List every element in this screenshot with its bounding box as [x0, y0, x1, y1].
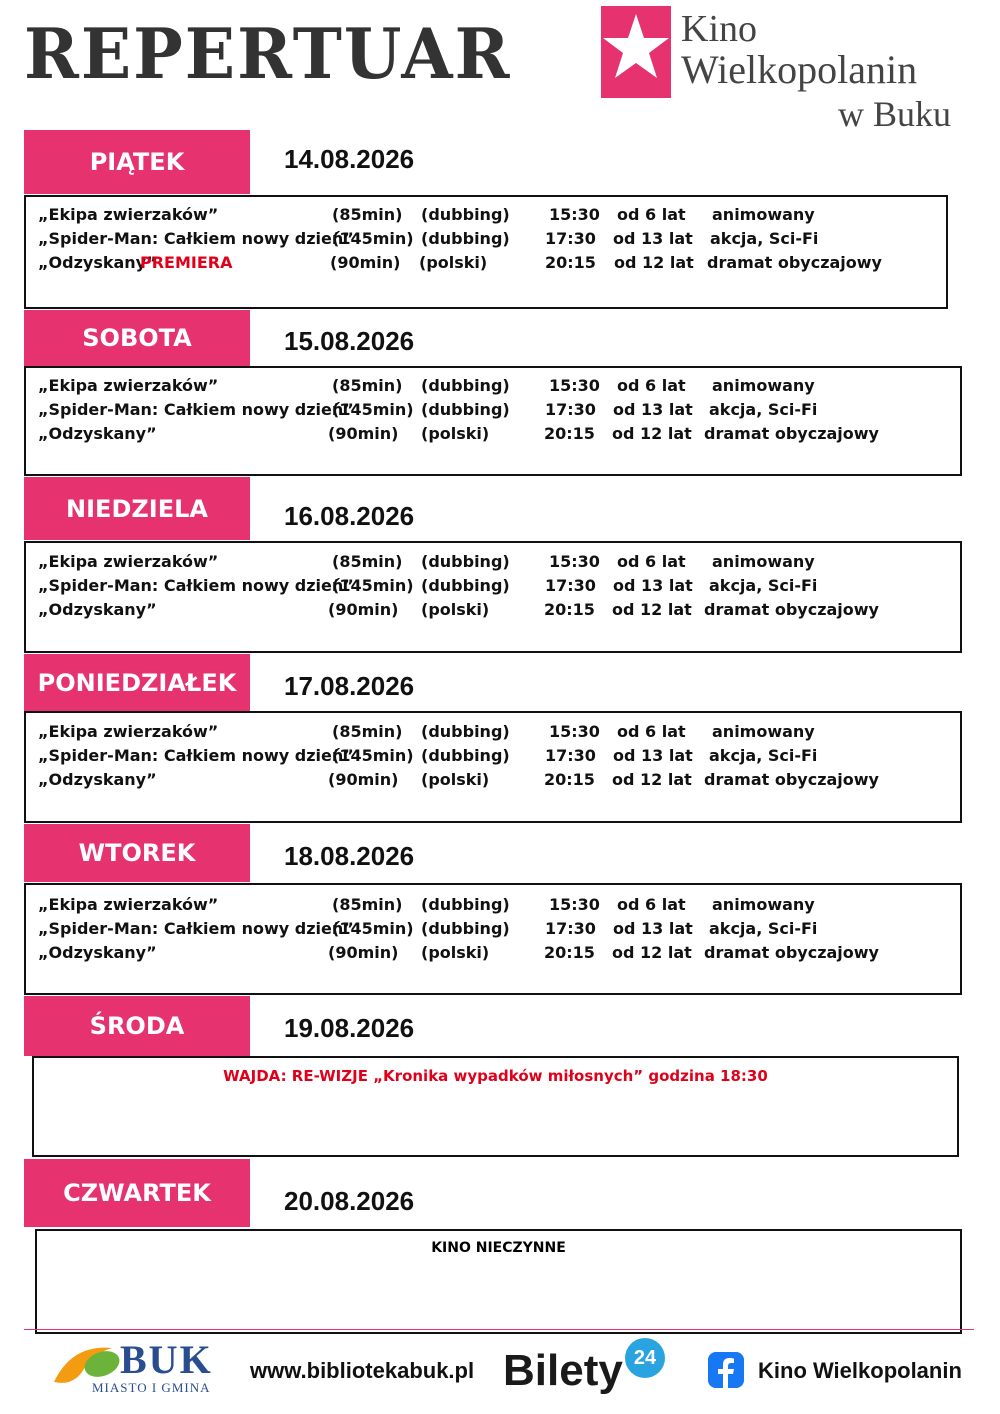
film-age: od 12 lat	[612, 943, 692, 962]
film-genre: animowany	[712, 205, 815, 224]
film-time: 17:30	[545, 746, 596, 765]
logo-line-kino: Kino	[681, 8, 757, 50]
film-age: od 6 lat	[617, 552, 686, 571]
film-title: „Spider-Man: Całkiem nowy dzień”	[38, 229, 354, 248]
film-duration: (90min)	[328, 943, 399, 962]
film-age: od 6 lat	[617, 895, 686, 914]
film-title: „Odzyskany”	[38, 424, 157, 443]
film-time: 20:15	[545, 253, 596, 272]
film-title: „Odzyskany”	[38, 943, 157, 962]
day-tab: PONIEDZIAŁEK	[24, 654, 250, 711]
film-genre: akcja, Sci-Fi	[709, 746, 818, 765]
film-genre: dramat obyczajowy	[704, 424, 879, 443]
film-time: 20:15	[544, 600, 595, 619]
film-title: „Odzyskany”	[38, 770, 157, 789]
film-age: od 12 lat	[612, 424, 692, 443]
film-time: 15:30	[549, 205, 600, 224]
film-title: „Odzyskany”	[38, 253, 157, 272]
film-genre: animowany	[712, 376, 815, 395]
schedule-box	[35, 1229, 962, 1334]
film-time: 20:15	[544, 943, 595, 962]
footer-divider	[24, 1329, 974, 1330]
film-title: „Spider-Man: Całkiem nowy dzień”	[38, 746, 354, 765]
film-duration: (145min)	[332, 746, 414, 765]
film-duration: (85min)	[332, 722, 403, 741]
film-genre: akcja, Sci-Fi	[709, 919, 818, 938]
film-title: „Ekipa zwierzaków”	[38, 552, 219, 571]
schedule-box	[24, 541, 962, 653]
film-genre: akcja, Sci-Fi	[709, 576, 818, 595]
film-version: (polski)	[421, 424, 490, 443]
schedule-box	[24, 366, 962, 476]
film-time: 17:30	[545, 229, 596, 248]
film-title: „Ekipa zwierzaków”	[38, 205, 219, 224]
film-duration: (145min)	[332, 576, 414, 595]
day-date: 20.08.2026	[284, 1186, 415, 1216]
film-age: od 12 lat	[614, 253, 694, 272]
film-duration: (85min)	[332, 895, 403, 914]
schedule-box	[24, 711, 962, 823]
film-time: 17:30	[545, 919, 596, 938]
film-genre: dramat obyczajowy	[704, 600, 879, 619]
film-duration: (145min)	[332, 400, 414, 419]
film-version: (dubbing)	[421, 895, 510, 914]
day-date: 14.08.2026	[284, 144, 415, 174]
day-tab: WTOREK	[24, 824, 250, 882]
film-version: (dubbing)	[421, 919, 510, 938]
schedule-box	[24, 195, 948, 309]
film-duration: (85min)	[332, 205, 403, 224]
film-age: od 6 lat	[617, 376, 686, 395]
film-time: 15:30	[549, 552, 600, 571]
film-title: „Ekipa zwierzaków”	[38, 722, 219, 741]
film-version: (polski)	[421, 770, 490, 789]
film-time: 15:30	[549, 376, 600, 395]
day-tab: CZWARTEK	[24, 1159, 250, 1227]
film-version: (polski)	[421, 943, 490, 962]
logo-line-name: Wielkopolanin	[681, 47, 918, 92]
facebook-icon	[708, 1352, 744, 1388]
film-version: (dubbing)	[421, 552, 510, 571]
day-tab: SOBOTA	[24, 310, 250, 366]
film-genre: dramat obyczajowy	[707, 253, 882, 272]
film-time: 15:30	[549, 895, 600, 914]
film-duration: (85min)	[332, 376, 403, 395]
film-version: (dubbing)	[421, 400, 510, 419]
film-version: (polski)	[419, 253, 488, 272]
film-time: 20:15	[544, 424, 595, 443]
film-title: „Odzyskany”	[38, 600, 157, 619]
page-title: REPERTUAR	[24, 13, 512, 95]
film-title: „Ekipa zwierzaków”	[38, 376, 219, 395]
buk-name: BUK	[120, 1337, 213, 1382]
film-genre: animowany	[712, 552, 815, 571]
film-age: od 6 lat	[617, 205, 686, 224]
film-version: (dubbing)	[421, 376, 510, 395]
film-version: (dubbing)	[421, 205, 510, 224]
film-duration: (85min)	[332, 552, 403, 571]
film-duration: (90min)	[330, 253, 401, 272]
film-version: (dubbing)	[421, 229, 510, 248]
film-age: od 12 lat	[612, 600, 692, 619]
film-title: „Spider-Man: Całkiem nowy dzień”	[38, 400, 354, 419]
facebook-label[interactable]: Kino Wielkopolanin	[758, 1358, 962, 1383]
film-genre: dramat obyczajowy	[704, 943, 879, 962]
film-genre: akcja, Sci-Fi	[709, 400, 818, 419]
day-date: 18.08.2026	[284, 841, 415, 871]
closed-note: KINO NIECZYNNE	[431, 1240, 566, 1256]
premiere-badge: PREMIERA	[140, 253, 233, 272]
film-duration: (145min)	[332, 919, 414, 938]
schedule-box	[32, 1056, 959, 1157]
star-logo-icon	[601, 6, 671, 98]
film-version: (dubbing)	[421, 576, 510, 595]
film-genre: akcja, Sci-Fi	[710, 229, 819, 248]
film-genre: animowany	[712, 722, 815, 741]
film-title: „Spider-Man: Całkiem nowy dzień”	[38, 919, 354, 938]
logo-line-town: w Buku	[837, 94, 951, 134]
day-date: 19.08.2026	[284, 1013, 415, 1043]
day-date: 16.08.2026	[284, 501, 415, 531]
film-age: od 13 lat	[613, 919, 693, 938]
film-duration: (90min)	[328, 600, 399, 619]
film-age: od 13 lat	[613, 229, 693, 248]
buk-logo	[92, 1337, 213, 1396]
film-title: „Spider-Man: Całkiem nowy dzień”	[38, 576, 354, 595]
film-duration: (90min)	[328, 424, 399, 443]
day-tab: ŚRODA	[24, 996, 250, 1056]
film-version: (polski)	[421, 600, 490, 619]
schedule-box	[24, 883, 962, 995]
film-age: od 12 lat	[612, 770, 692, 789]
film-duration: (90min)	[328, 770, 399, 789]
website-link[interactable]: www.bibliotekabuk.pl	[250, 1358, 475, 1383]
cinema-logo	[681, 10, 951, 132]
day-tab: PIĄTEK	[24, 130, 250, 194]
day-date: 15.08.2026	[284, 326, 415, 356]
buk-subtitle: MIASTO I GMINA	[92, 1380, 211, 1395]
bilety-logo: Bilety	[503, 1346, 623, 1395]
film-age: od 13 lat	[613, 576, 693, 595]
film-duration: (145min)	[332, 229, 414, 248]
film-age: od 6 lat	[617, 722, 686, 741]
film-age: od 13 lat	[613, 746, 693, 765]
bilety-badge: 24	[625, 1338, 665, 1378]
film-time: 17:30	[545, 400, 596, 419]
film-version: (dubbing)	[421, 746, 510, 765]
day-date: 17.08.2026	[284, 671, 415, 701]
film-title: „Ekipa zwierzaków”	[38, 895, 219, 914]
event-note: WAJDA: RE-WIZJE „Kronika wypadków miłosnych” godzina 18:30	[223, 1067, 768, 1085]
film-version: (dubbing)	[421, 722, 510, 741]
film-time: 15:30	[549, 722, 600, 741]
film-genre: animowany	[712, 895, 815, 914]
film-time: 17:30	[545, 576, 596, 595]
film-age: od 13 lat	[613, 400, 693, 419]
day-tab: NIEDZIELA	[24, 477, 250, 540]
film-time: 20:15	[544, 770, 595, 789]
film-genre: dramat obyczajowy	[704, 770, 879, 789]
